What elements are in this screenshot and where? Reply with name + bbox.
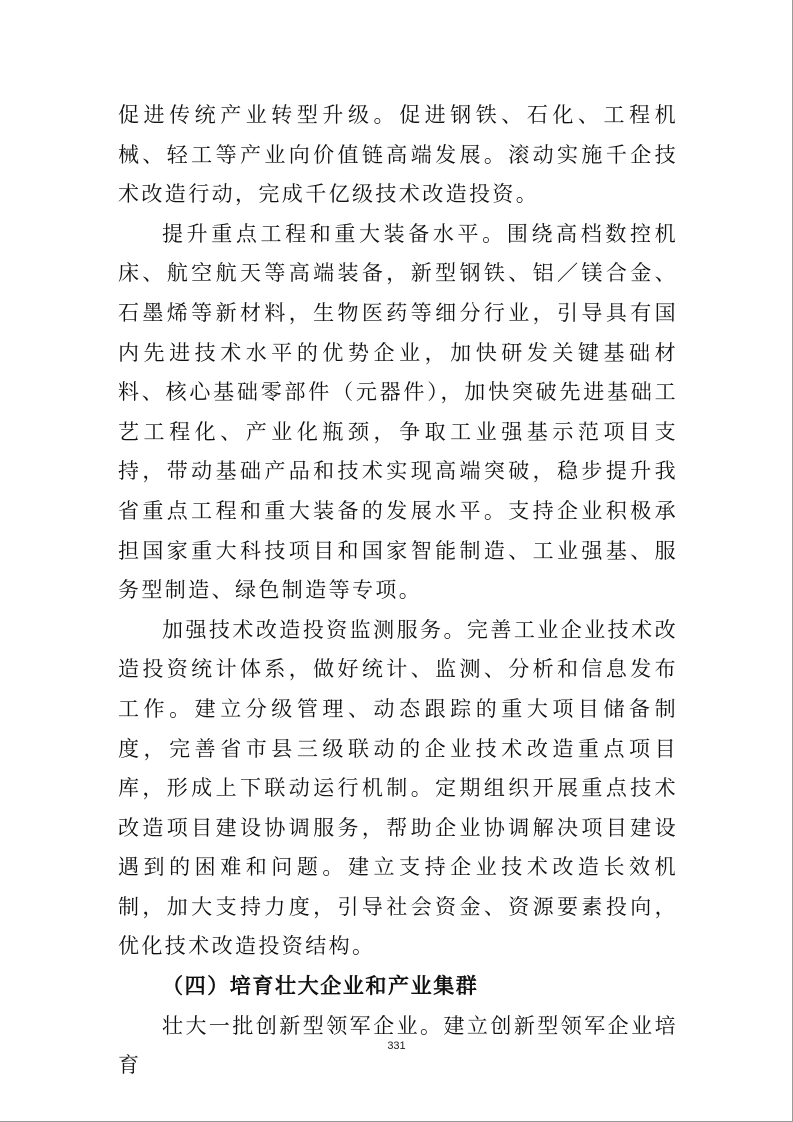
paragraph-investment-monitoring: 加强技术改造投资监测服务。完善工业企业技术改造投资统计体系，做好统计、监测、分析和信息发布工作。建立分级管理、动态跟踪的重大项目储备制度，完善省市县三级联动的企业技术改造重点项目库，形成上下联动运行机制。定期组织开展重点技术改造项目建设协调服务，帮助企业协调解决项目建设遇到的困难和问题。建立支持企业技术改造长效机制，加大支持力度，引导社会资金、资源要素投向，优化技术改造投资结构。 [118,617,678,959]
paragraph-traditional-industry: 促进传统产业转型升级。促进钢铁、石化、工程机械、轻工等产业向价值链高端发展。滚动实施千企技术改造行动，完成千亿级技术改造投资。 [118,103,678,207]
paragraph-leading-enterprises: 壮大一批创新型领军企业。建立创新型领军企业培育 [118,1013,678,1078]
section-heading: （四）培育壮大企业和产业集群 [162,974,479,999]
page-number: 331 [387,1040,406,1052]
page-body [118,96,678,1086]
paragraph-key-equipment: 提升重点工程和重大装备水平。围绕高档数控机床、航空航天等高端装备，新型钢铁、铝／镁合金、石墨烯等新材料，生物医药等细分行业，引导具有国内先进技术水平的优势企业，加快研发关键基础材料、核心基础零部件（元器件），加快突破先进基础工艺工程化、产业化瓶颈，争取工业强基示范项目支持，带动基础产品和技术实现高端突破，稳步提升我省重点工程和重大装备的发展水平。支持企业积极承担国家重大科技项目和国家智能制造、工业强基、服务型制造、绿色制造等专项。 [118,221,678,603]
